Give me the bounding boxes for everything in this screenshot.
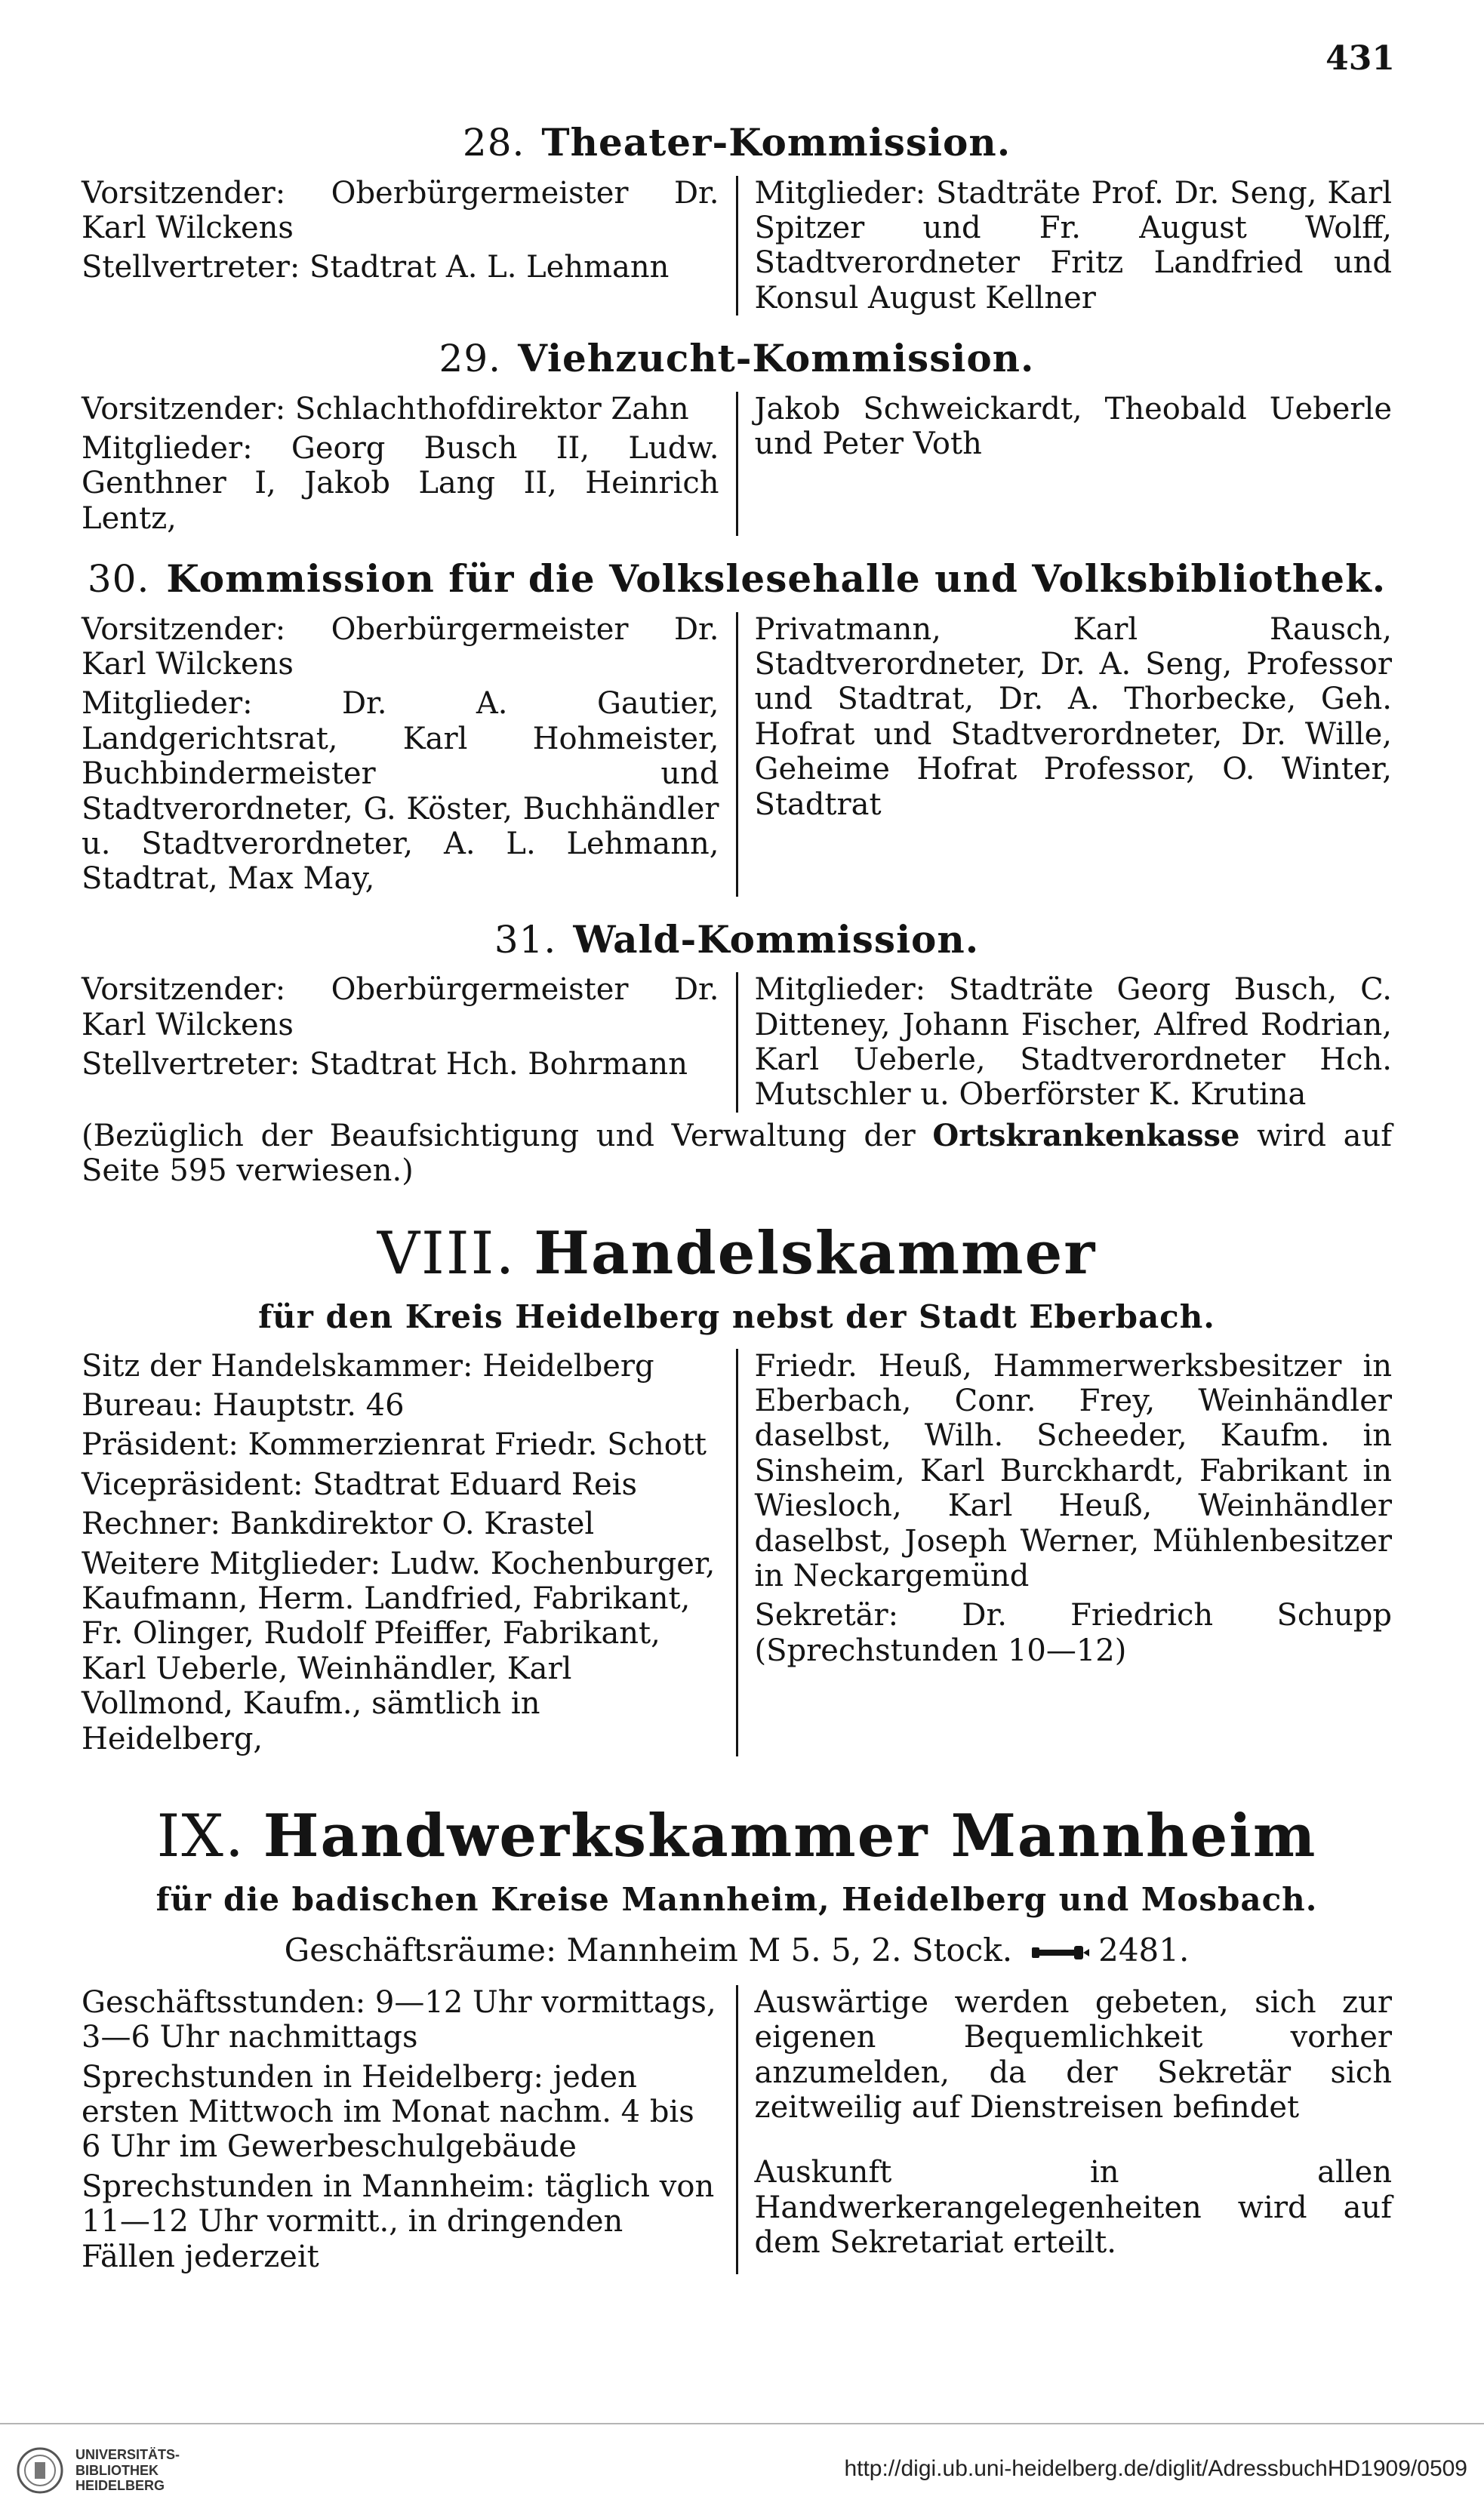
footer-bar (0, 2423, 1484, 2515)
entry: Mitglieder: Dr. A. Gautier, Landgerichtsrat, Karl Hohmeister, Buchbindermeister und Stadtverordneter, G. Köster, Buchhändler u. Stadtverordneter, A. L. Lehmann, Stadtrat, Max May, (82, 686, 719, 897)
entry: Privatmann, Karl Rausch, Stadtverordneter, Dr. A. Seng, Professor und Stadtrat, Dr. A. Thorbecke, Geh. Hofrat und Stadtverordneter, Dr. Wille, Geheime Hofrat Professor, O. Winter, Stadtrat (754, 611, 1392, 822)
section-body-31 (82, 972, 1392, 1113)
entry: Jakob Schweickardt, Theobald Ueberle und Peter Voth (754, 391, 1392, 461)
page-content (82, 121, 1392, 2295)
section-title: Wald-Kommission. (573, 916, 980, 962)
section-heading-28 (82, 121, 1392, 165)
library-name (75, 2447, 180, 2494)
entry: Mitglieder: Stadträte Georg Busch, C. Ditteney, Johann Fischer, Alfred Rodrian, Karl Ueberle, Stadtverordneter Hch. Mutschler u. Oberförster K. Krutina (754, 972, 1392, 1113)
section-title: Viehzucht-Kommission. (518, 336, 1035, 381)
entry: Vorsitzender: Oberbürgermeister Dr. Karl Wilckens (82, 972, 719, 1042)
library-name-line: BIBLIOTHEK (75, 2462, 159, 2478)
library-name-line: HEIDELBERG (75, 2478, 165, 2494)
left-column (82, 972, 738, 1113)
chapter-body-handwerkskammer (82, 1985, 1392, 2274)
section-body-28 (82, 176, 1392, 316)
section-body-30 (82, 612, 1392, 897)
right-column (738, 1985, 1393, 2274)
library-name-line: UNIVERSITÄTS- (75, 2447, 180, 2462)
entry: Auskunft in allen Handwerkerangelegenheiten wird auf dem Sekretariat erteilt. (754, 2155, 1392, 2261)
section-heading-29 (82, 337, 1392, 381)
entry: Weitere Mitglieder: Ludw. Kochenburger, Kaufmann, Herm. Landfried, Fabrikant, Fr. Olinger, Rudolf Pfeiffer, Fabrikant, Karl Ueberle, Weinhändler, Karl Vollmond, Kaufm., sämtlich in Heidelberg, (82, 1546, 716, 1756)
entry: Bureau: Hauptstr. 46 (82, 1387, 405, 1423)
entry: Mitglieder: Stadträte Prof. Dr. Seng, Karl Spitzer und Fr. August Wolff, Stadtverordneter Fritz Landfried und Konsul August Kellner (754, 175, 1392, 316)
entry: Präsident: Kommerzienrat Friedr. Schott (82, 1427, 707, 1463)
entry: Vicepräsident: Stadtrat Eduard Reis (82, 1467, 637, 1502)
chapter-number: IX. (156, 1802, 245, 1870)
section-number: 28. (462, 121, 525, 165)
office-address: Geschäftsräume: Mannheim M 5. 5, 2. Stock. (284, 1931, 1013, 1969)
right-column (738, 392, 1393, 537)
source-url[interactable]: http://digi.ub.uni-heidelberg.de/diglit/AdressbuchHD1909/0509 (844, 2456, 1467, 2481)
right-column (738, 1349, 1393, 1756)
entry: Vorsitzender: Oberbürgermeister Dr. Karl Wilckens (82, 175, 719, 245)
phone-number: 2481. (1098, 1931, 1190, 1969)
university-library-seal-icon (17, 2447, 63, 2494)
left-column (82, 1349, 738, 1756)
section-heading-30 (82, 557, 1392, 602)
chapter-title: Handwerkskammer Mannheim (263, 1801, 1317, 1870)
entry: Sekretär: Dr. Friedrich Schupp (Sprechstunden 10—12) (754, 1598, 1392, 1668)
chapter-heading-handwerkskammer (82, 1802, 1392, 1870)
entry: Rechner: Bankdirektor O. Krastel (82, 1507, 595, 1542)
page-number: 431 (1325, 39, 1395, 78)
telephone-icon (1030, 1943, 1091, 1962)
section-number: 31. (494, 917, 557, 962)
entry: Stellvertreter: Stadtrat A. L. Lehmann (82, 250, 670, 285)
chapter-subtitle: für den Kreis Heidelberg nebst der Stadt Eberbach. (258, 1298, 1215, 1335)
note-bold-term: Ortskrankenkasse (932, 1117, 1240, 1153)
entry: Mitglieder: Georg Busch II, Ludw. Genthner I, Jakob Lang II, Heinrich Lentz, (82, 430, 719, 536)
section-number: 29. (439, 337, 502, 381)
chapter-body-handelskammer (82, 1349, 1392, 1756)
left-column (82, 1985, 738, 2274)
note-text-after: wird auf Seite 595 verwiesen.) (82, 1118, 1393, 1189)
entry: Vorsitzender: Schlachthofdirektor Zahn (82, 391, 689, 426)
office-line (82, 1932, 1392, 1969)
right-column (738, 176, 1393, 316)
left-column (82, 176, 738, 316)
section-title: Theater-Kommission. (541, 120, 1011, 165)
right-column (738, 972, 1393, 1113)
entry: Auswärtige werden gebeten, sich zur eigenen Bequemlichkeit vorher anzumelden, da der Sekretär sich zeitweilig auf Dienstreisen befindet (754, 1984, 1392, 2126)
entry: Geschäftsstunden: 9—12 Uhr vormittags, 3—6 Uhr nachmittags (82, 1984, 716, 2055)
section-body-29 (82, 392, 1392, 537)
entry: Sitz der Handelskammer: Heidelberg (82, 1348, 654, 1384)
entry: Friedr. Heuß, Hammerwerksbesitzer in Eberbach, Conr. Frey, Weinhändler daselbst, Wilh. Scheeder, Kaufm. in Sinsheim, Karl Burckhardt, Fabrikant in Wiesloch, Karl Heuß, Weinhändler daselbst, Joseph Werner, Mühlenbesitzer in Neckargemünd (754, 1348, 1392, 1593)
section-title: Kommission für die Volkslesehalle und Volksbibliothek. (166, 556, 1387, 602)
chapter-subtitle: für die badischen Kreise Mannheim, Heidelberg und Mosbach. (155, 1880, 1318, 1918)
left-column (82, 392, 738, 537)
section-number: 30. (87, 557, 150, 602)
right-column (738, 612, 1393, 897)
chapter-number: VIII. (377, 1219, 516, 1288)
chapter-title: Handelskammer (534, 1218, 1097, 1288)
entry: Sprechstunden in Mannheim: täglich von 11—12 Uhr vormitt., in dringenden Fällen jederzeit (82, 2169, 715, 2274)
chapter-heading-handelskammer (82, 1219, 1392, 1288)
note-text-before: (Bezüglich der Beaufsichtigung und Verwaltung der (82, 1118, 916, 1153)
entry: Stellvertreter: Stadtrat Hch. Bohrmann (82, 1047, 688, 1082)
cross-reference-note (82, 1119, 1392, 1189)
left-column (82, 612, 738, 897)
entry: Vorsitzender: Oberbürgermeister Dr. Karl Wilckens (82, 611, 719, 682)
section-heading-31 (82, 918, 1392, 962)
entry: Sprechstunden in Heidelberg: jeden ersten Mittwoch im Monat nachm. 4 bis 6 Uhr im Gewerbeschulgebäude (82, 2059, 694, 2165)
